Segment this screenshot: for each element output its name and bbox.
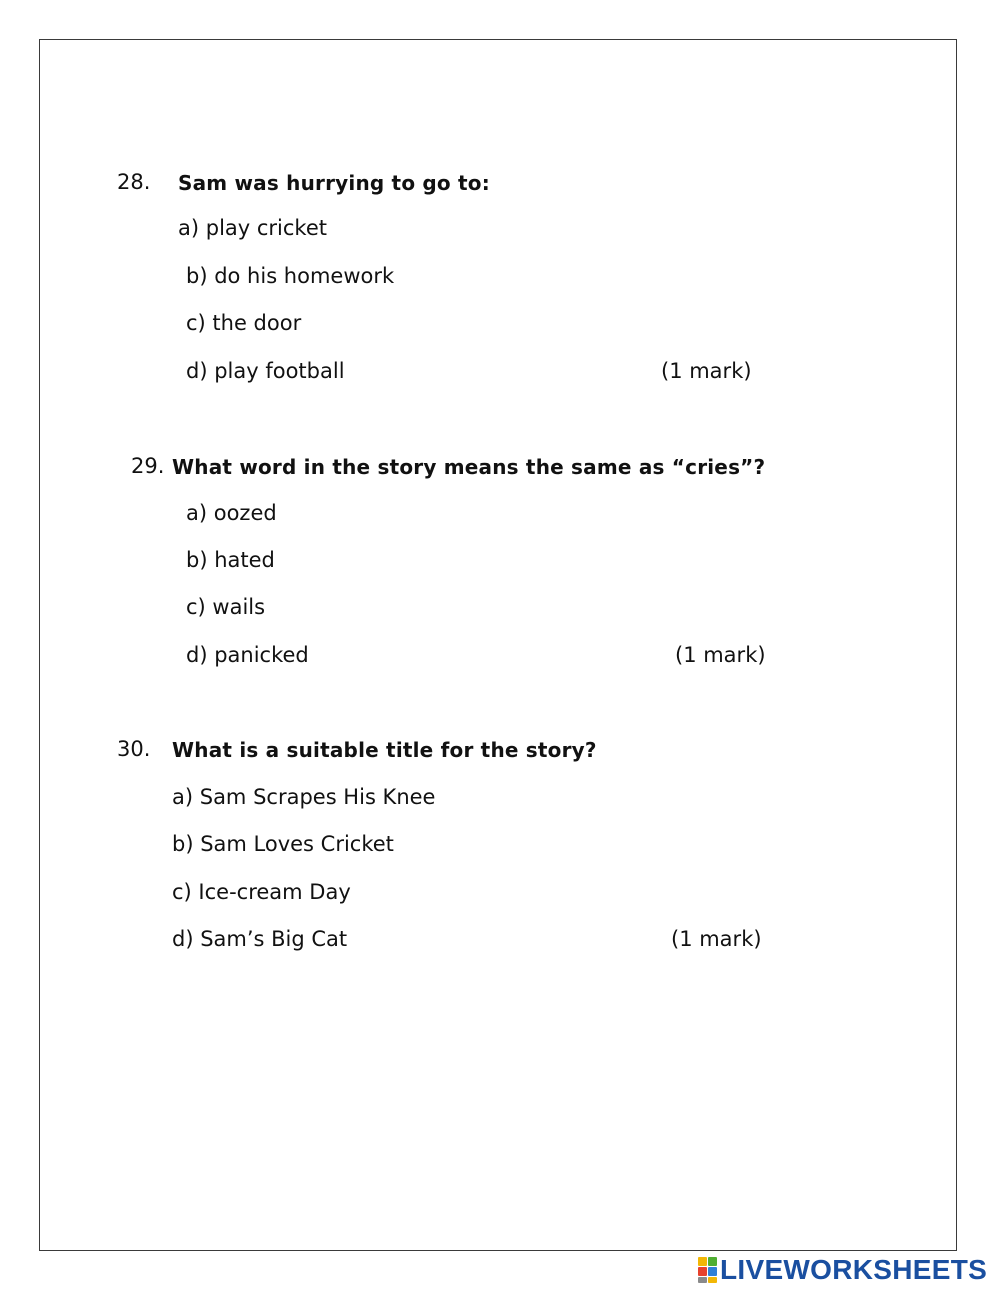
option-a[interactable]: a) oozed xyxy=(186,501,277,525)
option-c[interactable]: c) the door xyxy=(186,311,302,335)
question-number: 28. xyxy=(117,170,151,194)
logo-block xyxy=(708,1277,717,1283)
logo-block xyxy=(708,1257,717,1266)
mark-label: (1 mark) xyxy=(661,359,752,383)
question-text: Sam was hurrying to go to: xyxy=(178,171,490,195)
page-border xyxy=(39,39,957,1251)
question-text: What word in the story means the same as “cries”? xyxy=(172,455,766,479)
question-number: 30. xyxy=(117,737,151,761)
mark-label: (1 mark) xyxy=(675,643,766,667)
logo-block xyxy=(698,1257,707,1266)
logo-blocks-icon xyxy=(698,1257,717,1283)
liveworksheets-logo xyxy=(698,1254,988,1285)
option-d[interactable]: d) play football xyxy=(186,359,345,383)
mark-label: (1 mark) xyxy=(671,927,762,951)
question-text: What is a suitable title for the story? xyxy=(172,738,597,762)
logo-block xyxy=(708,1267,717,1276)
option-c[interactable]: c) wails xyxy=(186,595,266,619)
option-b[interactable]: b) hated xyxy=(186,548,275,572)
option-b[interactable]: b) do his homework xyxy=(186,264,395,288)
option-a[interactable]: a) play cricket xyxy=(178,216,327,240)
option-d[interactable]: d) panicked xyxy=(186,643,309,667)
option-b[interactable]: b) Sam Loves Cricket xyxy=(172,832,394,856)
question-number: 29. xyxy=(131,454,165,478)
logo-block xyxy=(698,1267,707,1276)
logo-text: LIVEWORKSHEETS xyxy=(720,1254,988,1285)
option-d[interactable]: d) Sam’s Big Cat xyxy=(172,927,348,951)
option-c[interactable]: c) Ice-cream Day xyxy=(172,880,351,904)
logo-block xyxy=(698,1277,707,1283)
option-a[interactable]: a) Sam Scrapes His Knee xyxy=(172,785,436,809)
